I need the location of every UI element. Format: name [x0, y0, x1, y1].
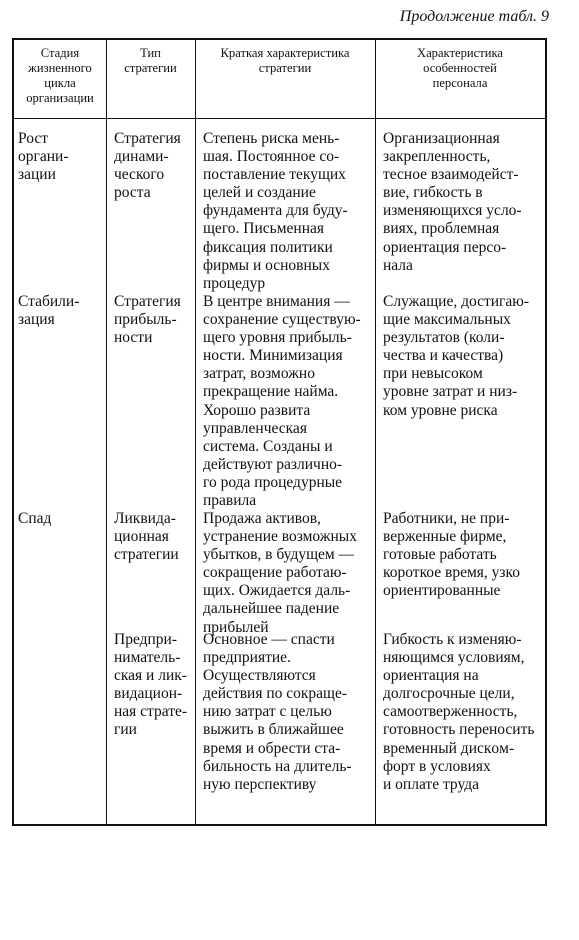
table-cell-strategy: Предпри- ниматель- ская и лик- видацион- ная страте- гии	[114, 631, 188, 739]
header-strategy-type: Тип стратегии	[124, 46, 177, 75]
table-cell-stage: Стабили- зация	[18, 293, 80, 329]
table-cell-characteristic: Продажа активов, устранение возможных убытков, в будущем — сокращение работаю- щих. Ожидается даль- дальнейшее падение прибылей	[203, 510, 357, 636]
table-cell-strategy: Стратегия динами- ческого роста	[114, 130, 181, 202]
table-cell-strategy: Ликвида- ционная стратегии	[114, 510, 179, 564]
table-cell-stage: Рост органи- зации	[18, 130, 69, 184]
header-personnel-characteristic: Характеристика особенностей персонала	[416, 46, 503, 90]
table-cell-strategy: Стратегия прибыль- ности	[114, 293, 181, 347]
table-cell-personnel: Работники, не при- верженные фирме, готовые работать короткое время, узко ориентированные	[383, 510, 521, 600]
table-cell-characteristic: В центре внимания — сохранение существую- щего уровня прибыль- ности. Минимизация затрат, возможно прекращение найма. Хорошо развита управленческая система. Созданы и действуют различно- го рода процедурные правила	[203, 293, 361, 510]
header-divider	[14, 118, 545, 119]
table-caption: Продолжение табл. 9	[399, 8, 549, 25]
table-cell-characteristic: Основное — спасти предприятие. Осуществляются действия по сокраще- нию затрат с целью выжить в ближайшее время и обрести ста- бильность на длитель- ную перспективу	[203, 631, 352, 793]
strategy-table	[12, 38, 547, 826]
column-divider	[106, 40, 107, 824]
table-cell-stage: Спад	[18, 510, 52, 527]
table-cell-personnel: Служащие, достигаю- щие максимальных результатов (коли- чества и качества) при невысоком уровне затрат и низ- ком уровне риска	[383, 293, 530, 419]
header-stage: Стадия жизненного цикла организации	[26, 46, 94, 105]
table-cell-personnel: Организационная закрепленность, тесное взаимодейст- вие, гибкость в изменяющихся усло- виях, проблемная ориентация персо- нала	[383, 130, 522, 274]
column-divider	[375, 40, 376, 824]
column-divider	[195, 40, 196, 824]
table-cell-characteristic: Степень риска мень- шая. Постоянное со- поставление текущих целей и создание фундамента для буду- щего. Письменная фиксация политики фирмы и основных процедур	[203, 130, 348, 292]
table-cell-personnel: Гибкость к изменяю- няющимся условиям, ориентация на долгосрочные цели, самоотверженность, готовность переносить временный дискoм- форт в условиях и оплате труда	[383, 631, 535, 793]
header-strategy-characteristic: Краткая характеристика стратегии	[220, 46, 350, 75]
